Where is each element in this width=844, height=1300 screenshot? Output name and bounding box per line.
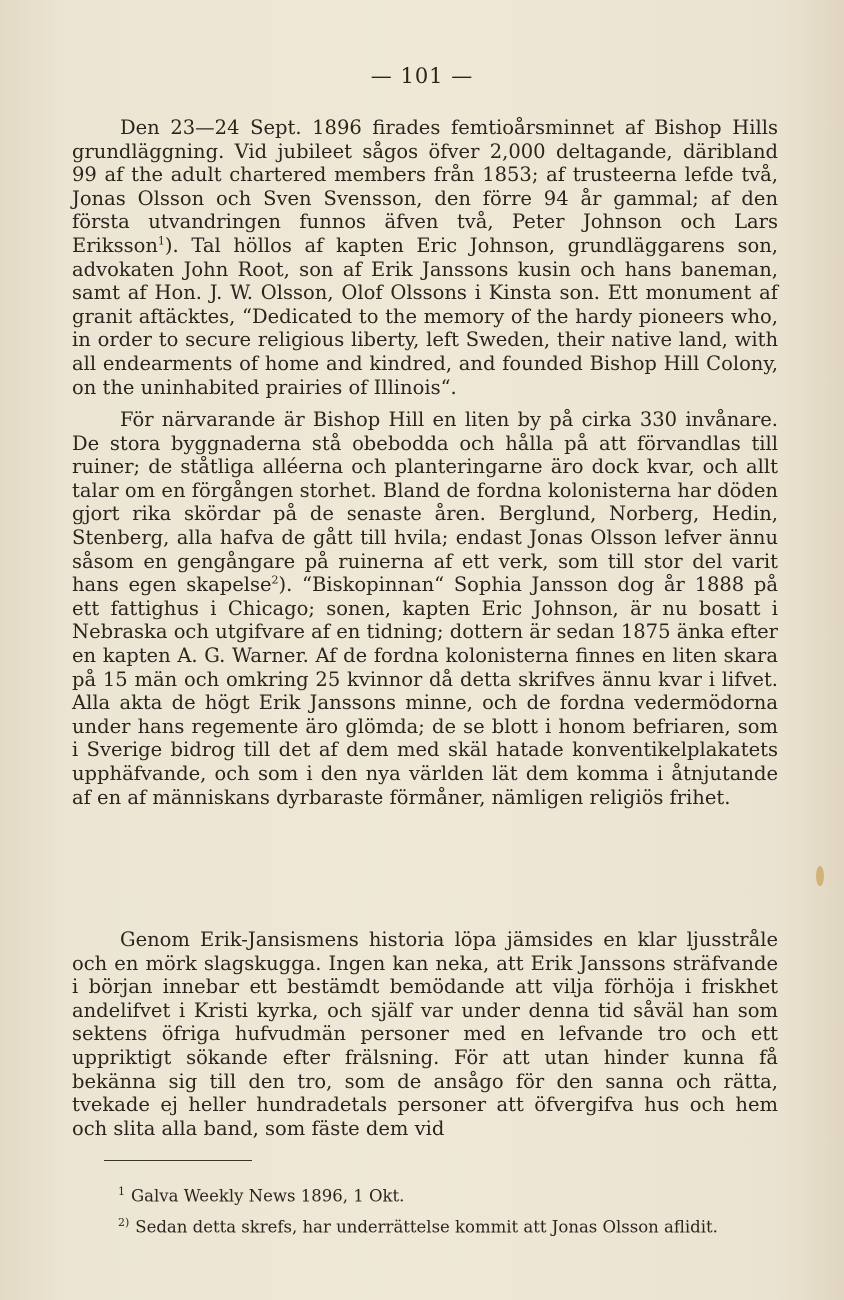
footnotes xyxy=(118,1182,798,1243)
footnote-ref-1[interactable]: 1 xyxy=(157,234,165,248)
paragraph-text xyxy=(72,116,778,399)
footnote-mark: 1 xyxy=(118,1185,125,1198)
paragraph-text xyxy=(72,408,778,809)
paper-stain xyxy=(816,866,824,886)
footnote-2 xyxy=(118,1213,798,1238)
paragraph-jubilee xyxy=(72,116,778,399)
paragraph-present-day xyxy=(72,408,778,809)
footnote-1 xyxy=(118,1182,798,1207)
text-run: För närvarande är Bishop Hill en liten by på cirka 330 invånare. De stora byggnaderna stå obebodda och hålla på att förvandlas till ruiner; de ståtliga alléerna och planteringarne äro dock kvar, och allt talar om en förgången storhet. Bland de fordna kolonisterna har döden gjort rika skördar på de senaste åren. Berglund, Norberg, Hedin, Stenberg, alla hafva de gått till hvila; endast Jonas Olsson lefver ännu såsom en gengångare på ruinerna af ett verk, som till stor del varit hans egen skapelse xyxy=(72,408,778,597)
paragraph-history xyxy=(72,928,778,1140)
page-number: — 101 — xyxy=(370,64,474,88)
footnote-ref-2[interactable]: 2 xyxy=(271,573,279,587)
paragraph-text: Genom Erik-Jansismens historia löpa jämsides en klar ljusstråle och en mörk slagskugga. Ingen kan neka, att Erik Janssons sträfvande i början innebar ett bestämdt bemödande att vilja förhöja i friskhet andelifvet i Kristi kyrka, och själf var under denna tid såväl han som sektens öfriga hufvudmän personer med en lefvande tro och ett uppriktigt sökande efter frälsning. För att utan hinder kunna få bekänna sig till den tro, som de ansågo för den sanna och rätta, tvekade ej heller hundradetals personer att öfvergifva hus och hem och slita alla band, som fäste dem vid xyxy=(72,928,778,1140)
text-run: ). “Biskopinnan“ Sophia Jansson dog år 1888 på ett fattighus i Chicago; sonen, kapten Eric Johnson, är nu bosatt i Nebraska och utgifvare af en tidning; dottern är sedan 1875 änka efter en kapten A. G. Warner. Af de fordna kolonisterna finnes en liten skara på 15 män och omkring 25 kvinnor då detta skrifves ännu kvar i lifvet. Alla akta de högt Erik Janssons minne, och de fordna vedermödorna under hans regemente äro glömda; de se blott i honom befriaren, som i Sverige bidrog till det af dem med skäl hatade konventikelplakatets upphäfvande, och som i den nya världen lät dem komma i åtnjutande af en af människans dyrbaraste förmåner, nämligen religiös frihet. xyxy=(72,573,778,809)
footnote-text: Galva Weekly News 1896, 1 Okt. xyxy=(131,1186,405,1206)
text-run: Den 23—24 Sept. 1896 firades femtioårsminnet af Bishop Hills grundläggning. Vid jubileet sågos öfver 2,000 deltagande, däribland 99 af the adult chartered members från 1853; af trusteerna lefde två, Jonas Olsson och Sven Svensson, den förre 94 år gammal; af den första utvandringen funnos äfven två, Peter Johnson och Lars Eriksson xyxy=(72,116,778,257)
footnote-divider xyxy=(104,1160,252,1161)
footnote-text: Sedan detta skrefs, har underrättelse kommit att Jonas Olsson aflidit. xyxy=(135,1217,718,1236)
text-run: ). Tal höllos af kapten Eric Johnson, grundläggarens son, advokaten John Root, son af Erik Janssons kusin och hans baneman, samt af Hon. J. W. Olsson, Olof Olssons i Kinsta son. Ett monument af granit aftäcktes, “Dedicated to the memory of the hardy pioneers who, in order to secure religious liberty, left Sweden, their native land, with all endearments of home and kindred, and founded Bishop Hill Colony, on the uninhabited prairies of Illinois“. xyxy=(72,233,778,399)
footnote-mark: 2) xyxy=(118,1215,130,1229)
